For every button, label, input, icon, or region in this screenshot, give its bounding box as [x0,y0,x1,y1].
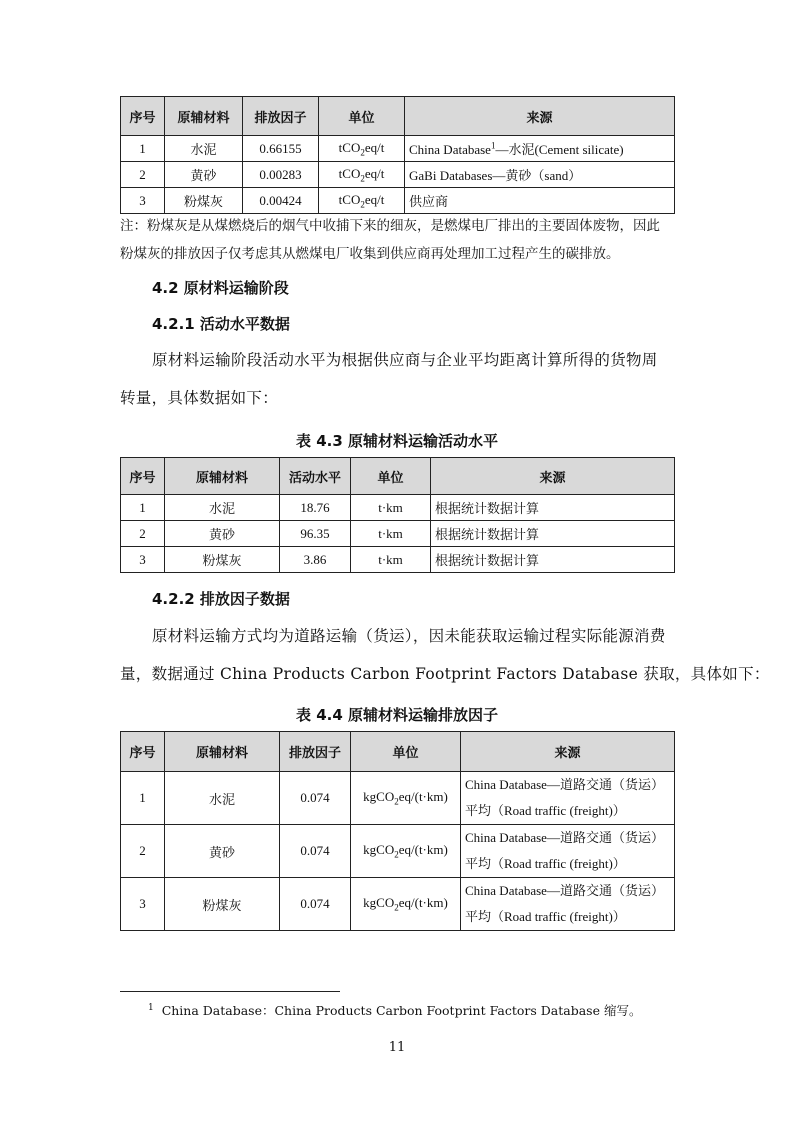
cell-material: 水泥 [165,495,280,521]
cell-source: 根据统计数据计算 [431,495,675,521]
table-note-line-1: 注：粉煤灰是从煤燃烧后的烟气中收捕下来的细灰，是燃煤电厂排出的主要固体废物，因此 [120,218,660,234]
table-note-line-2: 粉煤灰的排放因子仅考虑其从燃煤电厂收集到供应商再处理加工过程产生的碳排放。 [120,246,620,262]
table-caption-4-4: 表 4.4 原辅材料运输排放因子 [295,706,499,724]
table-header-row [121,458,675,495]
header-material: 原辅材料 [165,458,280,495]
paragraph-1-line-2: 转量，具体数据如下： [120,389,279,407]
cell-no: 3 [121,547,165,573]
cell-material: 黄砂 [165,521,280,547]
footnote-text: China Database：China Products Carbon Footprint Factors Database 缩写。 [161,1003,642,1018]
cell-unit: tCO$_2$eq/t [319,136,405,162]
cell-unit: t·km [351,547,431,573]
header-factor: 排放因子 [280,732,351,772]
table-row [121,188,675,214]
emission-factor-table [120,96,675,214]
cell-no: 1 [121,772,165,825]
table-caption-4-3: 表 4.3 原辅材料运输活动水平 [295,432,499,450]
cell-material: 水泥 [165,772,280,825]
cell-source: 根据统计数据计算 [431,547,675,573]
footnote-marker: 1 [148,1002,154,1013]
cell-no: 3 [121,188,165,214]
transport-emission-factor-table [120,731,675,931]
cell-unit: kgCO$_2$eq/(t·km) [351,878,461,931]
cell-factor: 0.074 [280,878,351,931]
header-source: 来源 [431,458,675,495]
header-material: 原辅材料 [165,97,243,136]
cell-activity: 3.86 [280,547,351,573]
table-header-row [121,97,675,136]
table-row [121,521,675,547]
header-factor: 排放因子 [243,97,319,136]
cell-source: 供应商 [405,188,675,214]
section-heading-4-2: 4.2 原材料运输阶段 [152,279,289,297]
cell-no: 1 [121,136,165,162]
cell-material: 黄砂 [165,825,280,878]
cell-factor: 0.00424 [243,188,319,214]
header-source: 来源 [405,97,675,136]
table-header-row [121,732,675,772]
cell-unit: tCO$_2$eq/t [319,162,405,188]
header-unit: 单位 [351,458,431,495]
cell-source: China Database—道路交通（货运） 平均（Road traffic (freight)） [461,772,675,825]
cell-material: 黄砂 [165,162,243,188]
cell-factor: 0.074 [280,825,351,878]
header-no: 序号 [121,97,165,136]
cell-source: GaBi Databases—黄砂（sand） [405,162,675,188]
header-source: 来源 [461,732,675,772]
cell-source: China Database$^1$—水泥(Cement silicate) [405,136,675,162]
cell-no: 3 [121,878,165,931]
cell-factor: 0.074 [280,772,351,825]
cell-activity: 96.35 [280,521,351,547]
cell-no: 1 [121,495,165,521]
cell-unit: tCO$_2$eq/t [319,188,405,214]
cell-material: 粉煤灰 [165,878,280,931]
header-no: 序号 [121,458,165,495]
cell-source: China Database—道路交通（货运） 平均（Road traffic (freight)） [461,825,675,878]
footnote [148,1001,641,1019]
cell-material: 粉煤灰 [165,188,243,214]
paragraph-2-line-2: 量，数据通过 China Products Carbon Footprint Factors Database 获取，具体如下： [120,665,770,683]
cell-activity: 18.76 [280,495,351,521]
header-material: 原辅材料 [165,732,280,772]
cell-no: 2 [121,825,165,878]
header-no: 序号 [121,732,165,772]
table-row [121,825,675,878]
cell-factor: 0.66155 [243,136,319,162]
table-row [121,162,675,188]
table-row [121,495,675,521]
cell-unit: t·km [351,521,431,547]
cell-material: 水泥 [165,136,243,162]
table-row [121,136,675,162]
footnote-separator [120,991,340,992]
section-heading-4-2-2: 4.2.2 排放因子数据 [152,590,290,608]
paragraph-1-line-1: 原材料运输阶段活动水平为根据供应商与企业平均距离计算所得的货物周 [152,351,658,369]
cell-unit: t·km [351,495,431,521]
table-row [121,547,675,573]
table-row [121,772,675,825]
header-unit: 单位 [319,97,405,136]
page-number: 11 [388,1040,406,1055]
table-row [121,878,675,931]
cell-source: China Database—道路交通（货运） 平均（Road traffic (freight)） [461,878,675,931]
header-unit: 单位 [351,732,461,772]
paragraph-2-line-1: 原材料运输方式均为道路运输（货运），因未能获取运输过程实际能源消费 [152,627,666,645]
cell-factor: 0.00283 [243,162,319,188]
cell-no: 2 [121,521,165,547]
cell-unit: kgCO$_2$eq/(t·km) [351,825,461,878]
cell-material: 粉煤灰 [165,547,280,573]
cell-unit: kgCO$_2$eq/(t·km) [351,772,461,825]
cell-no: 2 [121,162,165,188]
header-activity: 活动水平 [280,458,351,495]
transport-activity-table [120,457,675,573]
section-heading-4-2-1: 4.2.1 活动水平数据 [152,315,290,333]
cell-source: 根据统计数据计算 [431,521,675,547]
